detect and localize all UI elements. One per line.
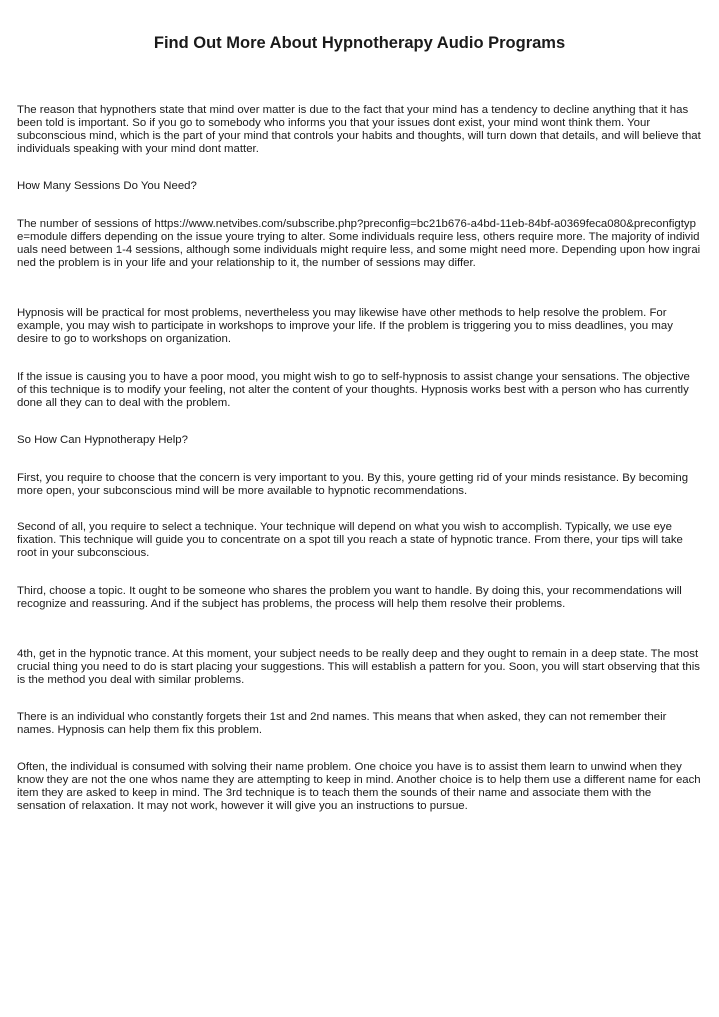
paragraph-name-problem: Often, the individual is consumed with solving their name problem. One choice you have is to assist them learn to unwind when they know they are not the one whos name they are attempting to keep in mind. Another choice is to help them use a different name for each item they are asked to keep in mind. The 3rd technique is to teach them the sounds of their name and associate them with the sensation of relaxation. It may not work, however it will give you an instructions to pursue. [17, 761, 701, 812]
paragraph-mind-over-matter: The reason that hypnothers state that mind over matter is due to the fact that your mind has a tendency to decline anything that it has been told is important. So if you go to somebody who informs you that your issues dont exist, your mind wont think them. Your subconscious mind, which is the part of your mind that controls your habits and thoughts, will turn down that details, and will believe that individuals speaking with your mind dont matter. [17, 104, 701, 155]
heading-how-many-sessions: How Many Sessions Do You Need? [17, 180, 197, 192]
paragraph-number-of-sessions: The number of sessions of https://www.netvibes.com/subscribe.php?preconfig=bc21b676-a4bd-11eb-84bf-a0369feca080&preconfigtype=module differs depending on the issue youre trying to alter. Some individuals require less, others require more. The majority of individuals need between 1-4 sessions, although some individuals might require less, and some might need more. Depending upon how ingrained the problem is in your life and your relationship to it, the number of sessions may differ. [17, 218, 701, 269]
paragraph-first-step: First, you require to choose that the concern is very important to you. By this, youre getting rid of your minds resistance. By becoming more open, your subconscious mind will be more available to hypnotic recommendations. [17, 472, 689, 497]
paragraph-fourth-step: 4th, get in the hypnotic trance. At this moment, your subject needs to be really deep and they ought to remain in a deep state. The most crucial thing you need to do is start placing your suggestions. This will establish a pattern for you. Soon, you will start observing that this is the method you deal with similar problems. [17, 648, 700, 686]
paragraph-hypnosis-practical: Hypnosis will be practical for most problems, nevertheless you may likewise have other methods to help resolve the problem. For example, you may wish to participate in workshops to improve your life. If the problem is triggering you to miss deadlines, you may desire to go to workshops on organization. [17, 307, 673, 345]
page-title: Find Out More About Hypnotherapy Audio Programs [153, 34, 566, 52]
paragraph-third-step: Third, choose a topic. It ought to be someone who shares the problem you want to handle. By doing this, your recommendations will recognize and reassuring. And if the subject has problems, the process will help them resolve their problems. [17, 585, 682, 610]
paragraph-second-step: Second of all, you require to select a technique. Your technique will depend on what you wish to accomplish. Typically, we use eye fixation. This technique will guide you to concentrate on a spot till you reach a state of hypnotic trance. From there, your tips will take root in your subconscious. [17, 521, 683, 559]
paragraph-forgets-names: There is an individual who constantly forgets their 1st and 2nd names. This means that when asked, they can not remember their names. Hypnosis can help them fix this problem. [17, 711, 667, 736]
paragraph-poor-mood: If the issue is causing you to have a poor mood, you might wish to go to self-hypnosis to assist change your sensations. The objective of this technique is to modify your feeling, not alter the content of your thoughts. Hypnosis works best with a person who has currently done all they can to deal with the problem. [17, 371, 690, 409]
heading-how-hypnotherapy-helps: So How Can Hypnotherapy Help? [17, 434, 188, 446]
